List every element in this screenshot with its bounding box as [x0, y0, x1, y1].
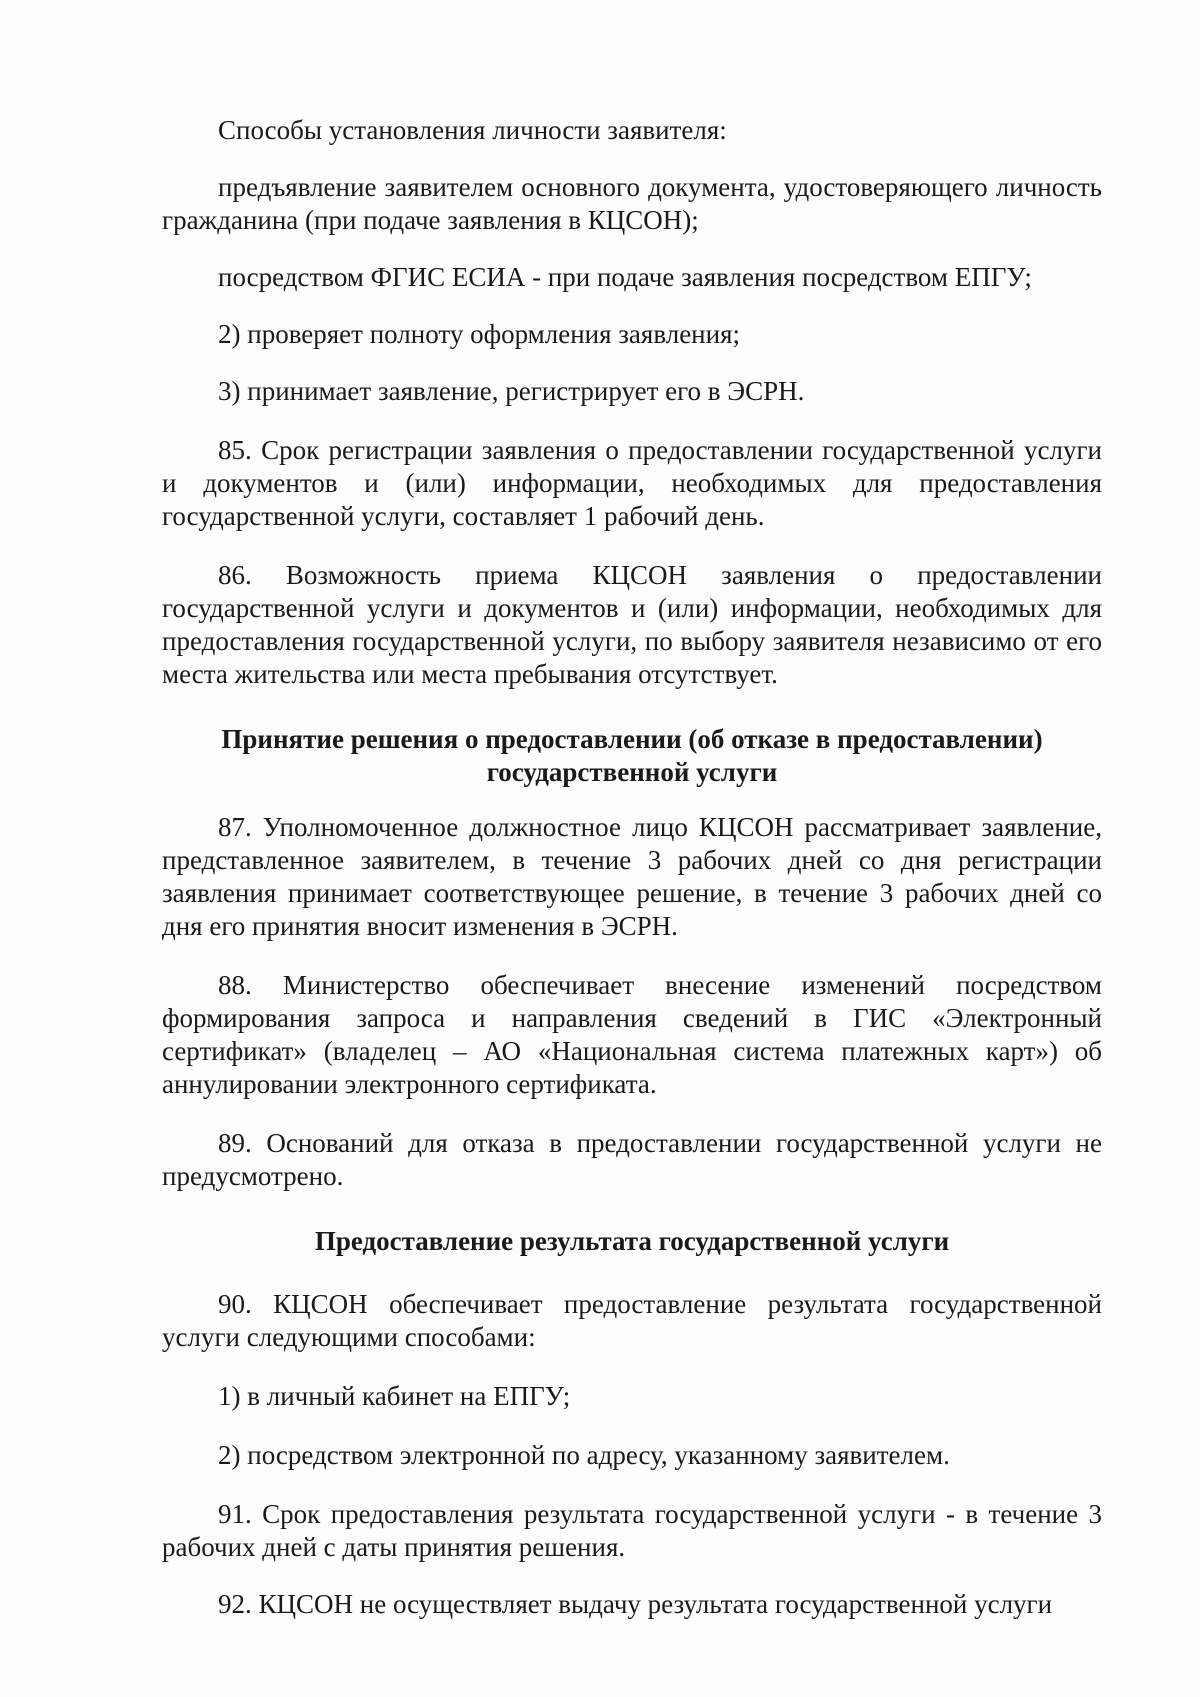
section-heading-result: Предоставление результата государственной услуги [314, 1226, 950, 1256]
paragraph-86: 86. Возможность приема КЦСОН заявления о предоставлении государственной услуги и документов и (или) информации, необходимых для предоставления государственной услуги, по выбору заявителя независимо от его места жительства или места пребывания отсутствует. [162, 560, 1102, 689]
paragraph-88: 88. Министерство обеспечивает внесение изменений посредством формирования запроса и направления сведений в ГИС «Электронный сертификат» (владелец – АО «Национальная система платежных карт») об аннулировании электронного сертификата. [162, 970, 1102, 1099]
paragraph-87: 87. Уполномоченное должностное лицо КЦСОН рассматривает заявление, представленное заявителем, в течение 3 рабочих дней со дня регистрации заявления принимает соответствующее решение, в течение 3 рабочих дней со дня его принятия вносит изменения в ЭСРН. [162, 812, 1102, 941]
paragraph-90: 90. КЦСОН обеспечивает предоставление результата государственной услуги следующими способами: [162, 1289, 1102, 1352]
paragraph-91: 91. Срок предоставления результата государственной услуги - в течение 3 рабочих дней с даты принятия решения. [162, 1499, 1102, 1562]
document-body [162, 96, 1102, 1621]
paragraph-92: 92. КЦСОН не осуществляет выдачу результата государственной услуги [218, 1589, 1053, 1619]
paragraph-85: 85. Срок регистрации заявления о предоставлении государственной услуги и документов и (или) информации, необходимых для предоставления государственной услуги, составляет 1 рабочий день. [162, 435, 1102, 531]
paragraph-identity-document: предъявление заявителем основного документа, удостоверяющего личность гражданина (при подаче заявления в КЦСОН); [162, 172, 1102, 235]
section-heading-decision: Принятие решения о предоставлении (об отказе в предоставлении) государственной услуги [221, 724, 1043, 787]
paragraph-89: 89. Оснований для отказа в предоставлении государственной услуги не предусмотрено. [162, 1128, 1102, 1191]
paragraph-electronic-address: 2) посредством электронной по адресу, указанному заявителем. [218, 1440, 950, 1470]
paragraph-identification-methods: Способы установления личности заявителя: [218, 115, 727, 145]
paragraph-check-completeness: 2) проверяет полноту оформления заявления; [218, 319, 741, 349]
paragraph-personal-cabinet: 1) в личный кабинет на ЕПГУ; [218, 1381, 571, 1411]
paragraph-esia: посредством ФГИС ЕСИА - при подаче заявления посредством ЕПГУ; [218, 262, 1032, 292]
paragraph-register-application: 3) принимает заявление, регистрирует его в ЭСРН. [218, 376, 805, 406]
